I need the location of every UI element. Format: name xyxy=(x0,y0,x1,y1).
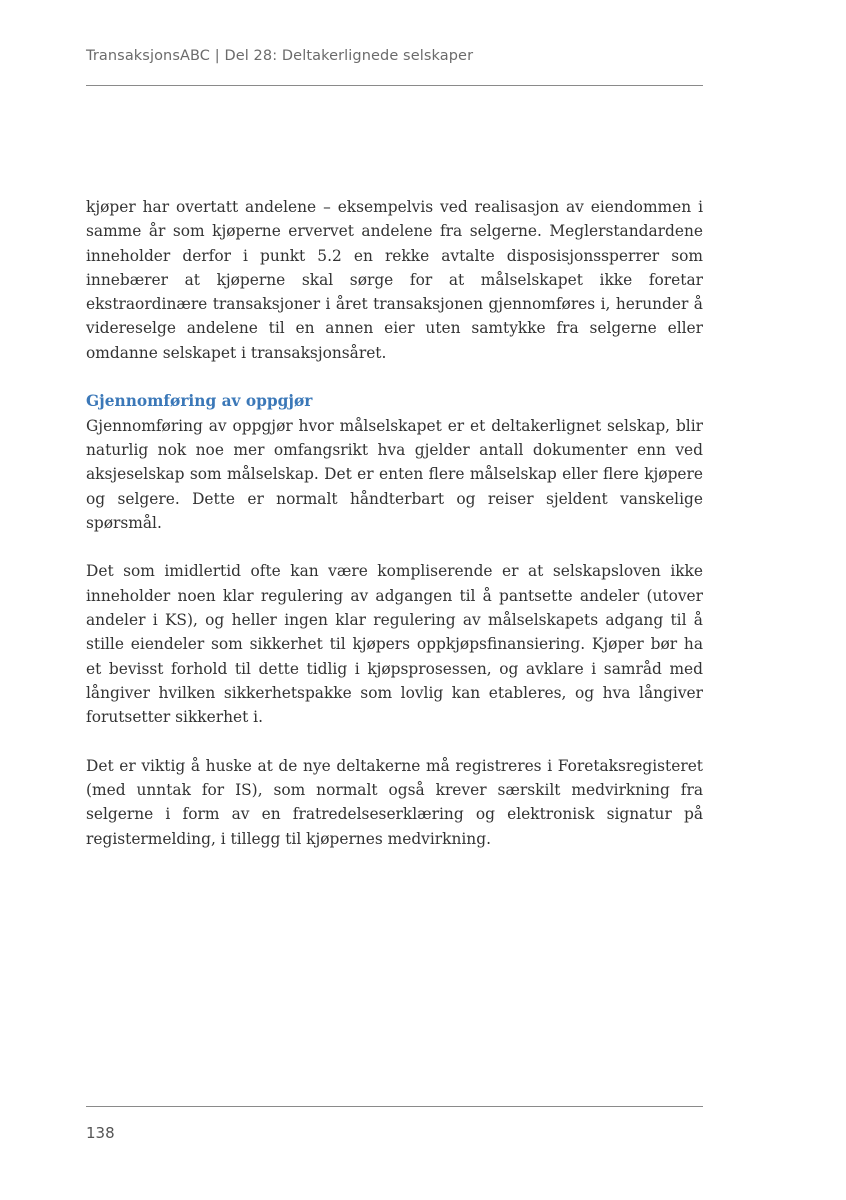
running-header: TransaksjonsABC | Del 28: Deltakerlignede selskaper xyxy=(86,48,474,64)
paragraph-3: Det som imidlertid ofte kan være kompliserende er at selskapsloven ikke inneholder noen klar regulering av adgangen til å pantsette andeler (utover andeler i KS), og heller ingen klar regulering av målselskapets adgang til å stille eiendeler som sikkerhet til kjøpers oppkjøpsfinansiering. Kjøper bør ha et bevisst forhold til dette tidlig i kjøpsprosessen, og avklare i samråd med långiver hvilken sikkerhetspakke som lovlig kan etableres, og hva långiver forutsetter sikkerhet i. xyxy=(86,562,703,727)
paragraph-2: Gjennomføring av oppgjør hvor målselskapet er et deltakerlignet selskap, blir naturlig nok noe mer omfangsrikt hva gjelder antall dokumenter enn ved aksjeselskap som målselskap. Det er enten flere målselskap eller flere kjøpere og selgere. Dette er normalt håndterbart og reiser sjeldent vanskelige spørsmål. xyxy=(86,416,703,532)
footer-divider xyxy=(86,1106,703,1107)
page-number: 138 xyxy=(86,1124,115,1142)
page-body xyxy=(86,195,703,851)
paragraph-1: kjøper har overtatt andelene – eksempelvis ved realisasjon av eiendommen i samme år som kjøperne ervervet andelene fra selgerne. Meglerstandardene inneholder derfor i punkt 5.2 en rekke avtalte disposisjonssperrer som innebærer at kjøperne skal sørge for at målselskapet ikke foretar ekstraordinære transaksjoner i året transaksjonen gjennomføres i, herunder å videreselge andelene til en annen eier uten samtykke fra selgerne eller omdanne selskapet i transaksjonsåret. xyxy=(86,198,703,362)
paragraph-4: Det er viktig å huske at de nye deltakerne må registreres i Foretaksregisteret (med unntak for IS), som normalt også krever særskilt medvirkning fra selgerne i form av en fratredelseserklæring og elektronisk signatur på registermelding, i tillegg til kjøpernes medvirkning. xyxy=(86,756,703,848)
header-divider xyxy=(86,85,703,86)
section-heading: Gjennomføring av oppgjør xyxy=(86,392,313,411)
